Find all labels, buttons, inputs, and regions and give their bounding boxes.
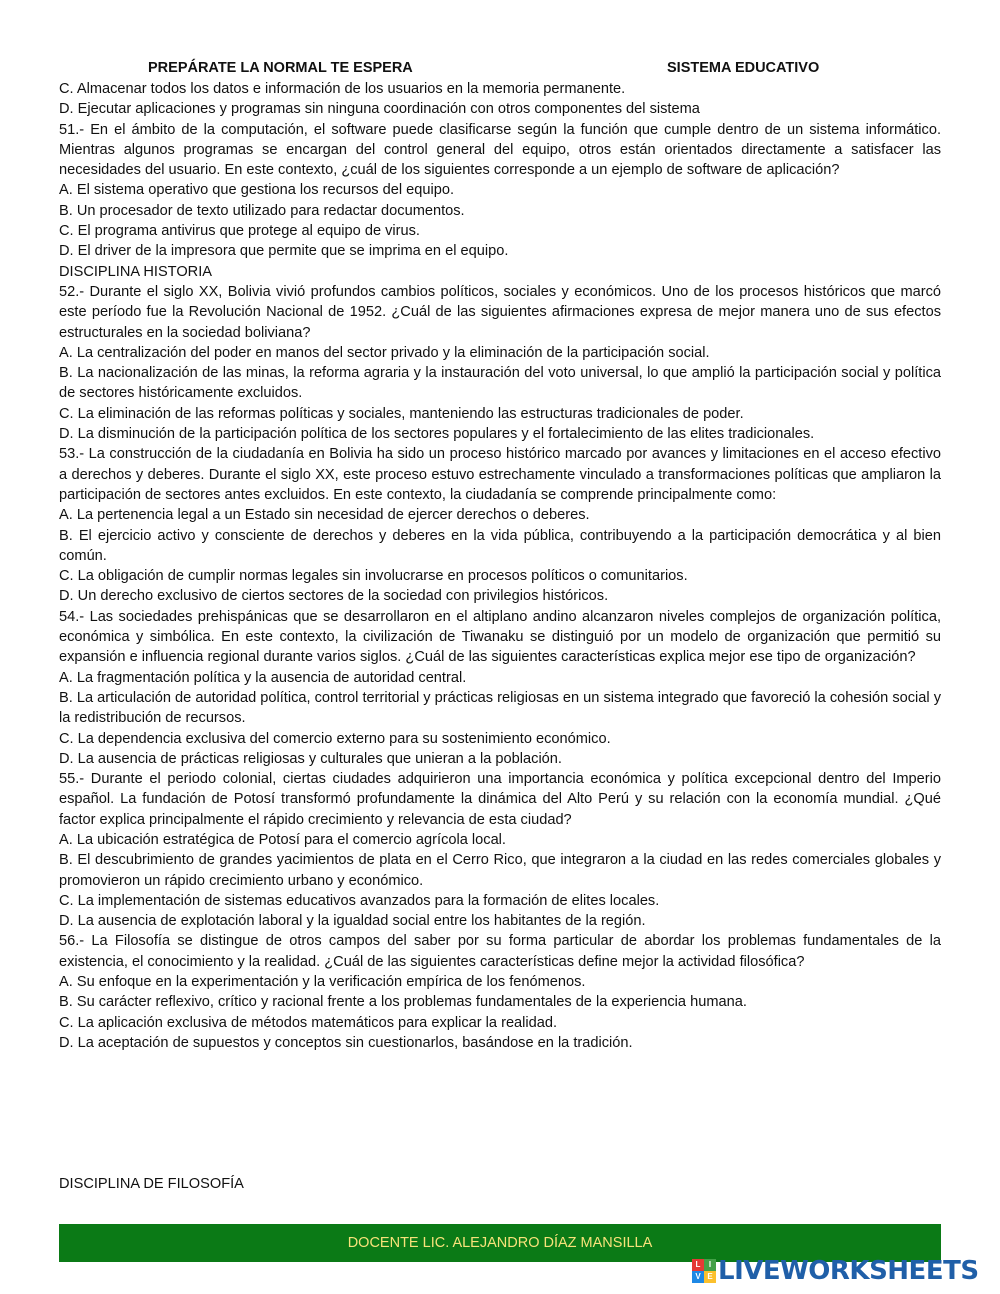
option-d: D. La ausencia de explotación laboral y la igualdad social entre los habitantes de la región. [59, 913, 646, 930]
option-a: A. El sistema operativo que gestiona los recursos del equipo. [59, 182, 455, 199]
option-b: B. La nacionalización de las minas, la reforma agraria y la instauración del voto universal, lo que amplió la participación social y política de sectores históricamente excluidos. [59, 365, 941, 402]
question-54: 54.- Las sociedades prehispánicas que se desarrollaron en el altiplano andino alcanzaron niveles complejos de organización política, económica y simbólica. En este contexto, la civilización de Tiwanaku se distinguió por un modelo de organización que permitió su expansión e influencia regional durante varios siglos. ¿Cuál de las siguientes características explica mejor ese tipo de organización? [59, 608, 941, 666]
liveworksheets-icon [692, 1259, 716, 1283]
option-a: A. La fragmentación política y la ausencia de autoridad central. [59, 669, 467, 686]
option-b: B. El descubrimiento de grandes yacimientos de plata en el Cerro Rico, que integraron a la ciudad en las redes comerciales globales y promovieron un rápido crecimiento urbano y económico. [59, 852, 941, 889]
option-a: A. La ubicación estratégica de Potosí para el comercio agrícola local. [59, 831, 506, 848]
logo-letter-i: I [704, 1259, 716, 1271]
liveworksheets-wordmark: LIVEWORKSHEETS [718, 1256, 979, 1286]
question-56: 56.- La Filosofía se distingue de otros campos del saber por su forma particular de abordar los problemas fundamentales de la existencia, el conocimiento y la realidad. ¿Cuál de las siguientes características define mejor la actividad filosófica? [59, 933, 941, 970]
option-c: C. La dependencia exclusiva del comercio externo para su sostenimiento económico. [59, 730, 611, 747]
option-c: C. La implementación de sistemas educativos avanzados para la formación de elites locales. [59, 892, 660, 909]
option-c: C. El programa antivirus que protege al equipo de virus. [59, 223, 420, 240]
option-d: D. La aceptación de supuestos y conceptos sin cuestionarlos, basándose en la tradición. [59, 1034, 633, 1051]
logo-letter-v: V [692, 1271, 704, 1283]
option-b: B. Su carácter reflexivo, crítico y racional frente a los problemas fundamentales de la experiencia humana. [59, 994, 747, 1011]
option-d: D. Un derecho exclusivo de ciertos sectores de la sociedad con privilegios históricos. [59, 588, 609, 605]
option-c: C. La eliminación de las reformas políticas y sociales, manteniendo las estructuras tradicionales de poder. [59, 405, 744, 422]
header-left-title: PREPÁRATE LA NORMAL TE ESPERA [148, 60, 413, 76]
logo-letter-l: L [692, 1259, 704, 1271]
teacher-name: DOCENTE LIC. ALEJANDRO DÍAZ MANSILLA [347, 1235, 653, 1251]
page-header [0, 60, 1000, 80]
logo-letter-e: E [704, 1271, 716, 1283]
option-a: A. Su enfoque en la experimentación y la verificación empírica de los fenómenos. [59, 974, 586, 991]
question-51: 51.- En el ámbito de la computación, el software puede clasificarse según la función que cumple dentro de un sistema informático. Mientras algunos programas se encargan del control general del equipo, otros están orientados directamente a satisfacer las necesidades del usuario. En este contexto, ¿cuál de los siguientes corresponde a un ejemplo de software de aplicación? [59, 121, 941, 179]
liveworksheets-logo [692, 1256, 979, 1286]
header-right-title: SISTEMA EDUCATIVO [667, 60, 820, 76]
text-line: C. Almacenar todos los datos e información de los usuarios en la memoria permanente. [59, 81, 626, 97]
section-heading-historia: DISCIPLINA HISTORIA [59, 263, 213, 280]
option-d: D. La disminución de la participación política de los sectores populares y el fortalecimiento de las elites tradicionales. [59, 426, 815, 443]
question-53: 53.- La construcción de la ciudadanía en Bolivia ha sido un proceso histórico marcado por avances y limitaciones en el acceso efectivo a derechos y deberes. Durante el siglo XX, este proceso estuvo estrechamente vinculado a transformaciones políticas que ampliaron la participación de sectores antes excluidos. En este contexto, la ciudadanía se comprende principalmente como: [59, 446, 941, 503]
option-c: C. La obligación de cumplir normas legales sin involucrarse en procesos políticos o comunitarios. [59, 568, 688, 585]
question-52: 52.- Durante el siglo XX, Bolivia vivió profundos cambios políticos, sociales y económicos. Uno de los procesos históricos que marcó este período fue la Revolución Nacional de 1952. ¿Cuál de las siguientes afirmaciones expresa de mejor manera uno de sus efectos estructurales en la sociedad boliviana? [59, 283, 941, 341]
option-d: D. El driver de la impresora que permite que se imprima en el equipo. [59, 243, 509, 260]
text-line: D. Ejecutar aplicaciones y programas sin ninguna coordinación con otros componentes del sistema [59, 101, 700, 118]
section-heading-filosofia: DISCIPLINA DE FILOSOFÍA [59, 1176, 244, 1192]
option-a: A. La pertenencia legal a un Estado sin necesidad de ejercer derechos o deberes. [59, 507, 590, 524]
document-body [59, 79, 941, 1053]
question-55: 55.- Durante el periodo colonial, ciertas ciudades adquirieron una importancia económica y política excepcional dentro del Imperio español. La fundación de Potosí transformó profundamente la dinámica del Alto Perú y su relación con la economía mundial. ¿Qué factor explica principalmente el rápido crecimiento y relevancia de esta ciudad? [59, 771, 941, 828]
option-d: D. La ausencia de prácticas religiosas y culturales que unieran a la población. [59, 750, 562, 767]
option-b: B. La articulación de autoridad política, control territorial y prácticas religiosas en un sistema integrado que favoreció la cohesión social y la redistribución de recursos. [59, 689, 941, 727]
option-c: C. La aplicación exclusiva de métodos matemáticos para explicar la realidad. [59, 1014, 558, 1031]
option-a: A. La centralización del poder en manos del sector privado y la eliminación de la participación social. [59, 344, 710, 361]
option-b: B. El ejercicio activo y consciente de derechos y deberes en la vida pública, contribuyendo a la participación democrática y al bien común. [59, 527, 941, 564]
option-b: B. Un procesador de texto utilizado para redactar documentos. [59, 202, 465, 219]
